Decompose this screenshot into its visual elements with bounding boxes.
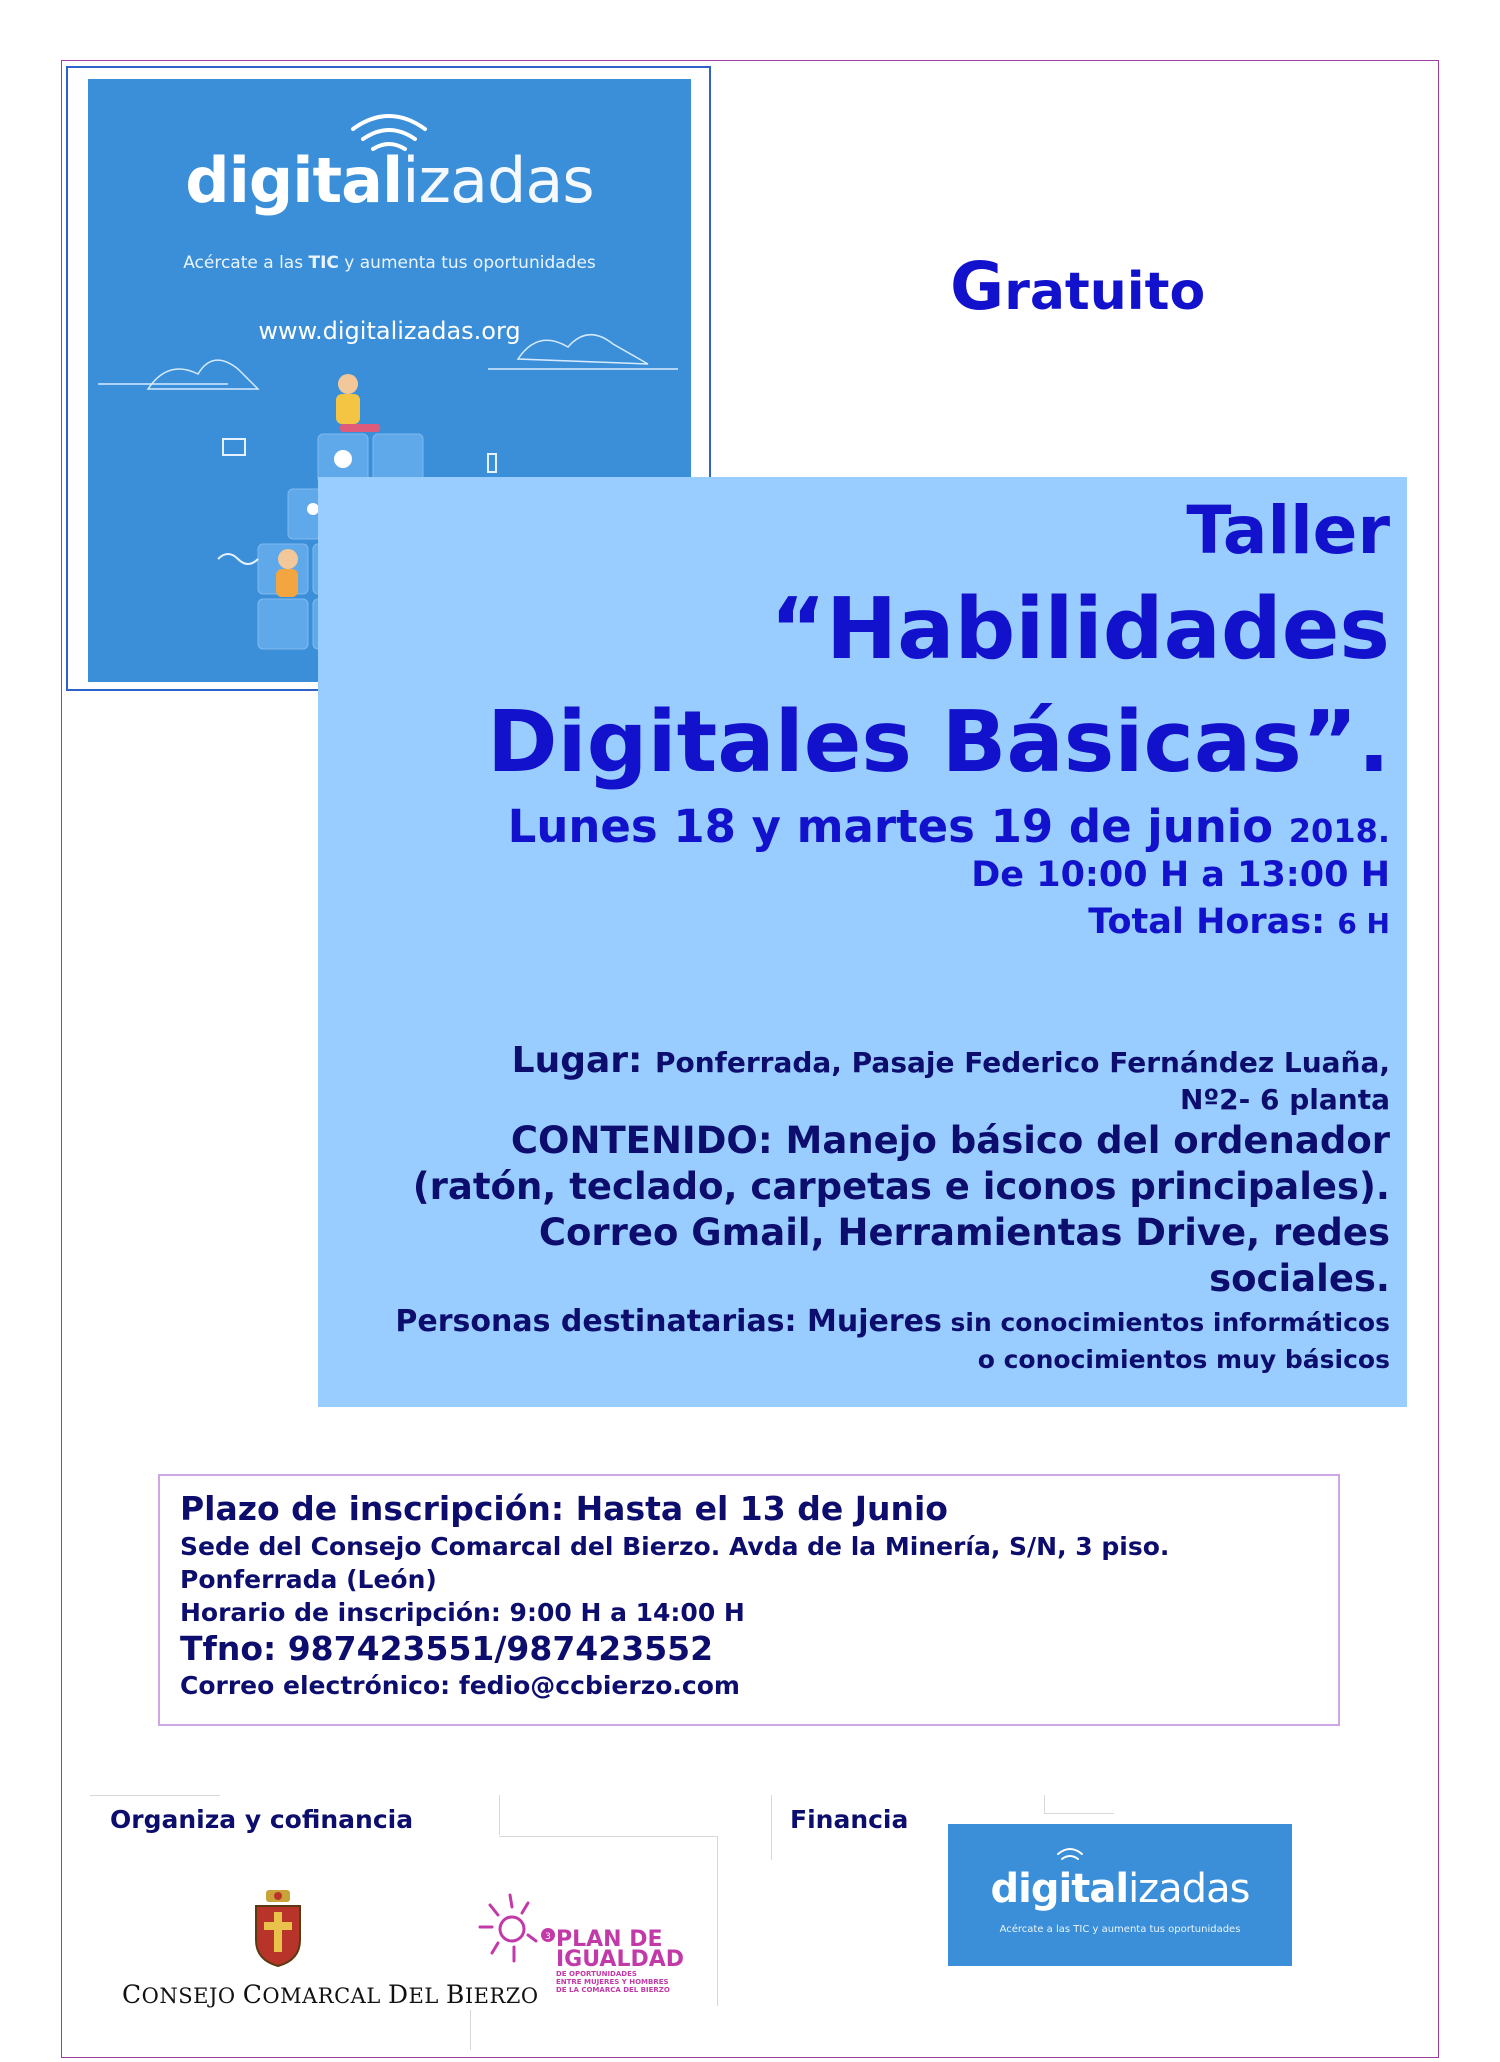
funder-brand: digitalizadas xyxy=(990,1866,1250,1912)
registration-box xyxy=(158,1474,1340,1726)
event-hours: De 10:00 H a 13:00 H xyxy=(971,855,1390,895)
registration-city: Ponferrada (León) xyxy=(180,1565,437,1594)
event-audience: Personas destinatarias: Mujeres sin conocimientos informáticos o conocimientos muy básicos xyxy=(395,1304,1390,1374)
plan-igualdad-text: PLAN DE IGUALDAD DE OPORTUNIDADES ENTRE MUJERES Y HOMBRES DE LA COMARCA DEL BIERZO xyxy=(556,1927,685,1994)
digitalizadas-funder-logo xyxy=(948,1824,1292,1966)
svg-text:3: 3 xyxy=(545,1932,551,1942)
banner-tagline: Acércate a las TIC y aumenta tus oportunidades xyxy=(183,253,596,273)
event-title-line1: “Habilidades xyxy=(770,580,1390,679)
consejo-comarcal-name: CONSEJO COMARCAL DEL BIERZO xyxy=(122,1980,539,2009)
registration-schedule: Horario de inscripción: 9:00 H a 14:00 H xyxy=(180,1598,745,1627)
event-title-line2: Digitales Básicas”. xyxy=(486,693,1390,792)
registration-deadline: Plazo de inscripción: Hasta el 13 de Junio xyxy=(180,1489,948,1528)
event-location-floor: Nº2- 6 planta xyxy=(1179,1083,1390,1116)
consejo-shield-logo xyxy=(252,1888,304,1968)
event-location: Lugar: Ponferrada, Pasaje Federico Fernández Luaña, xyxy=(511,1040,1390,1081)
event-type: Taller xyxy=(1186,492,1390,569)
banner-url: www.digitalizadas.org xyxy=(258,317,521,345)
organizer-label: Organiza y cofinancia xyxy=(110,1805,414,1834)
event-dates: Lunes 18 y martes 19 de junio 2018. xyxy=(507,800,1390,853)
free-label: Gratuito xyxy=(950,248,1206,325)
funder-tagline: Acércate a las TIC y aumenta tus oportunidades xyxy=(999,1924,1241,1935)
event-total-hours: Total Horas: 6 H xyxy=(1088,902,1390,942)
registration-phone: Tfno: 987423551/987423552 xyxy=(180,1629,714,1668)
funder-label: Financia xyxy=(790,1805,909,1834)
registration-email[interactable]: Correo electrónico: fedio@ccbierzo.com xyxy=(180,1671,740,1700)
registration-address: Sede del Consejo Comarcal del Bierzo. Avda de la Minería, S/N, 3 piso. xyxy=(180,1532,1170,1561)
wifi-icon xyxy=(948,1824,1292,1864)
banner-brand: digitalizadas xyxy=(185,144,594,217)
event-content: CONTENIDO: Manejo básico del ordenador (ratón, teclado, carpetas e iconos principales). Correo Gmail, Herramientas Drive, redes sociales. xyxy=(412,1119,1390,1300)
